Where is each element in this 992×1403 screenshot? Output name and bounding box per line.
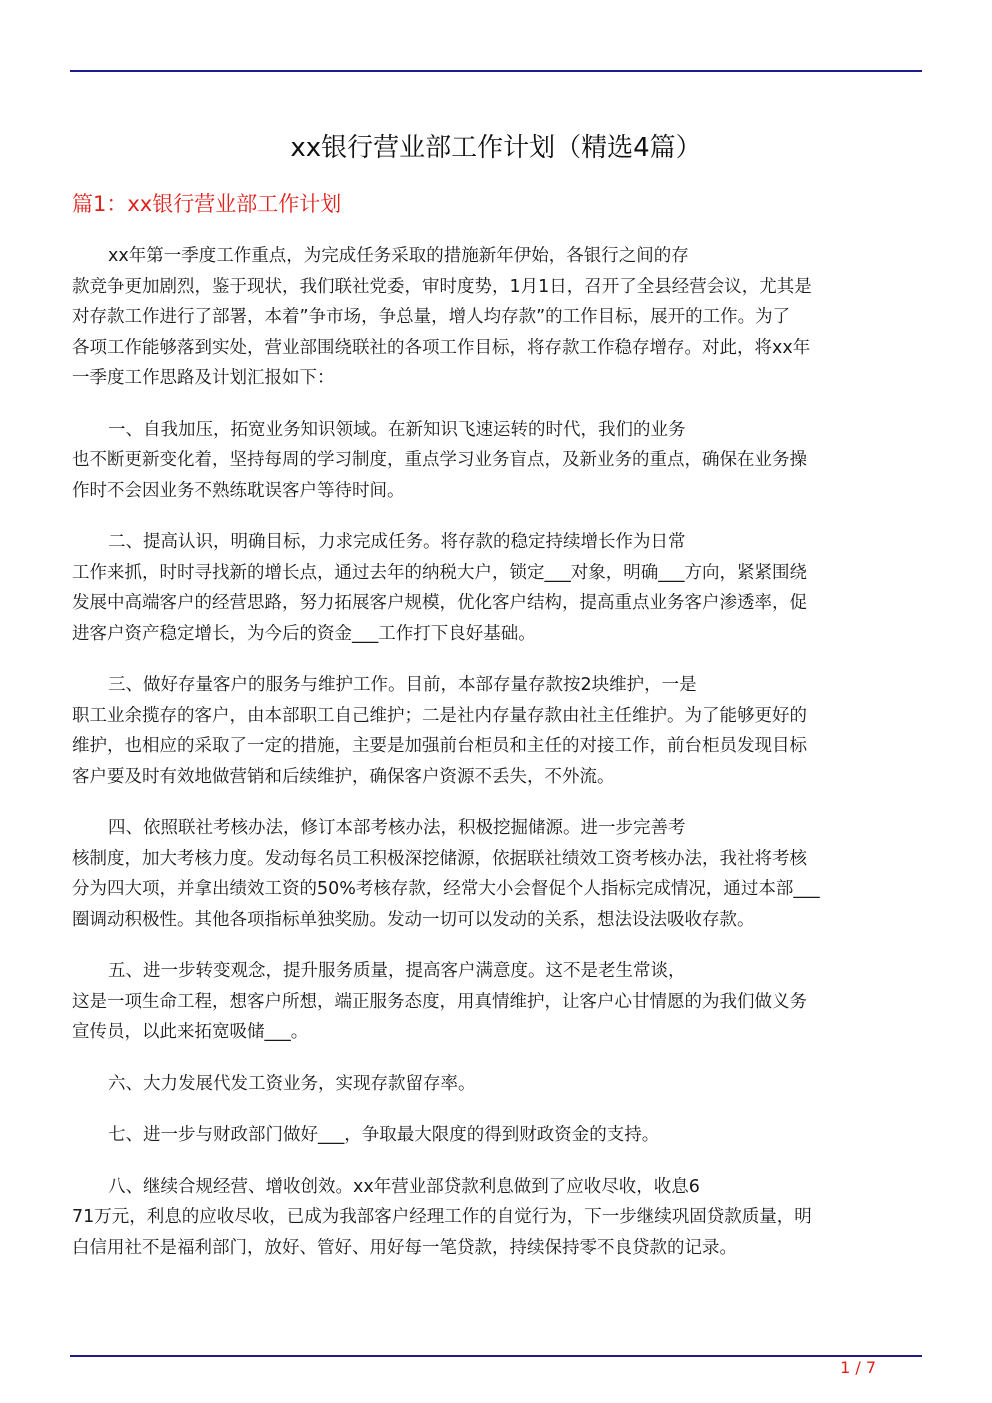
footer-rule bbox=[70, 1355, 922, 1357]
text-line: 对存款工作进行了部署，本着”争市场，争总量，增人均存款”的工作目标，展开的工作。为了 bbox=[72, 307, 791, 327]
paragraph bbox=[72, 1069, 922, 1100]
document-body bbox=[72, 241, 922, 1284]
paragraph bbox=[72, 670, 922, 792]
text-line: 二、提高认识，明确目标，力求完成任务。将存款的稳定持续增长作为日常 bbox=[108, 532, 686, 552]
text-line: 进客户资产稳定增长，为今后的资金___工作打下良好基础。 bbox=[72, 623, 536, 644]
text-line: 71万元，利息的应收尽收，已成为我部客户经理工作的自觉行为，下一步继续巩固贷款质量，明 bbox=[72, 1207, 812, 1227]
text-line: 发展中高端客户的经营思路，努力拓展客户规模，优化客户结构，提高重点业务客户渗透率，促 bbox=[72, 593, 807, 613]
paragraph bbox=[72, 1172, 922, 1264]
paragraph bbox=[72, 527, 922, 649]
document-title: xx银行营业部工作计划（精选4篇） bbox=[290, 133, 702, 163]
text-line: 六、大力发展代发工资业务，实现存款留存率。 bbox=[108, 1073, 476, 1094]
section-heading: 篇1：xx银行营业部工作计划 bbox=[72, 192, 342, 216]
text-line: 七、进一步与财政部门做好___，争取最大限度的得到财政资金的支持。 bbox=[108, 1125, 660, 1145]
paragraph bbox=[72, 415, 922, 507]
text-line: 八、继续合规经营、增收创效。xx年营业部贷款利息做到了应收尽收，收息6 bbox=[108, 1176, 700, 1197]
text-line: 宣传员，以此来拓宽吸储___。 bbox=[72, 1022, 309, 1042]
paragraph bbox=[72, 956, 922, 1048]
text-line: 各项工作能够落到实处，营业部围绕联社的各项工作目标，将存款工作稳存增存。对此，将xx年 bbox=[72, 337, 811, 358]
text-line: xx年第一季度工作重点，为完成任务采取的措施新年伊始，各银行之间的存 bbox=[108, 246, 689, 266]
text-line: 核制度，加大考核力度。发动每名员工积极深挖储源，依据联社绩效工资考核办法，我社将考核 bbox=[72, 848, 807, 869]
paragraph bbox=[72, 1120, 922, 1151]
text-line: 四、依照联社考核办法，修订本部考核办法，积极挖掘储源。进一步完善考 bbox=[108, 818, 686, 838]
text-line: 圈调动积极性。其他各项指标单独奖励。发动一切可以发动的关系，想法设法吸收存款。 bbox=[72, 909, 755, 930]
text-line: 客户要及时有效地做营销和后续维护，确保客户资源不丢失，不外流。 bbox=[72, 766, 615, 787]
text-line: 一、自我加压，拓宽业务知识领域。在新知识飞速运转的时代，我们的业务 bbox=[108, 419, 686, 440]
paragraph bbox=[72, 813, 922, 935]
text-line: 一季度工作思路及计划汇报如下： bbox=[72, 368, 335, 388]
header-rule bbox=[70, 70, 922, 72]
text-line: 款竞争更加剧烈，鉴于现状，我们联社党委，审时度势，1月1日，召开了全县经营会议，尤其是 bbox=[72, 276, 812, 297]
text-line: 职工业余揽存的客户，由本部职工自己维护；二是社内存量存款由社主任维护。为了能够更好的 bbox=[72, 705, 807, 726]
text-line: 维护，也相应的采取了一定的措施，主要是加强前台柜员和主任的对接工作，前台柜员发现目标 bbox=[72, 736, 807, 756]
text-line: 五、进一步转变观念，提升服务质量，提高客户满意度。这不是老生常谈， bbox=[108, 961, 686, 981]
text-line: 分为四大项，并拿出绩效工资的50%考核存款，经常大小会督促个人指标完成情况，通过本部___ bbox=[72, 879, 820, 899]
text-line: 三、做好存量客户的服务与维护工作。目前，本部存量存款按2块维护，一是 bbox=[108, 675, 697, 695]
paragraph bbox=[72, 241, 922, 394]
text-line: 白信用社不是福利部门，放好、管好、用好每一笔贷款，持续保持零不良贷款的记录。 bbox=[72, 1237, 737, 1258]
text-line: 作时不会因业务不熟练耽误客户等待时间。 bbox=[72, 480, 405, 501]
text-line: 这是一项生命工程，想客户所想，端正服务态度，用真情维护，让客户心甘情愿的为我们做义务 bbox=[72, 991, 807, 1012]
text-line: 也不断更新变化着，坚持每周的学习制度，重点学习业务盲点，及新业务的重点，确保在业务操 bbox=[72, 450, 807, 470]
text-line: 工作来抓，时时寻找新的增长点，通过去年的纳税大户，锁定___对象，明确___方向，紧紧围绕 bbox=[72, 562, 807, 583]
page-number: 1 / 7 bbox=[840, 1358, 876, 1377]
